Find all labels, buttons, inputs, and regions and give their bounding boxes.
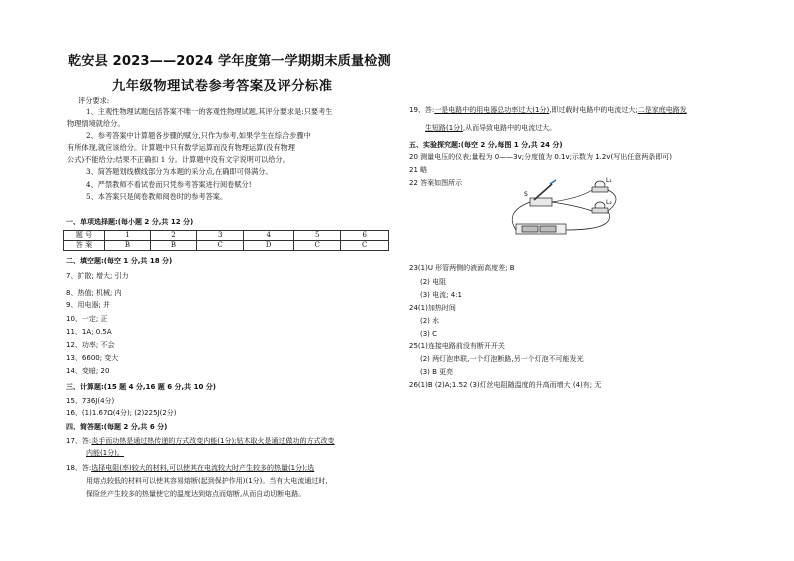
battery-cell — [540, 226, 556, 232]
table-cell: B — [150, 241, 196, 251]
answer-line: (3) B 更亮 — [420, 368, 454, 376]
answer-item: 15、736J(4分) — [66, 397, 115, 405]
answer-item: 26(1)B (2)A;1.52 (3)灯丝电阻随温度的升高而增大 (4)有; 无 — [409, 381, 602, 389]
answer-item: 21 略 — [409, 166, 428, 174]
lamp-l2-label: L₂ — [606, 199, 612, 206]
instruction-line: 2、参考答案中计算题各步骤的赋分,只作为参考,如果学生在综合步骤中 — [86, 131, 311, 140]
answer-item — [409, 106, 687, 115]
switch-base — [530, 198, 552, 206]
table-cell: B — [105, 241, 151, 251]
answer-item: 7、扩散; 增大; 引力 — [66, 272, 129, 280]
answer-line: (2) 水 — [420, 317, 440, 325]
lamp-l2-base — [592, 208, 608, 213]
section-heading: 五、实验探究题:(每空 2 分,每图 1 分,共 24 分) — [409, 141, 563, 149]
scoring-text: 二是家庭电路发 — [637, 106, 687, 114]
table-cell: D — [244, 241, 293, 251]
answer-item: 11、1A; 0.5A — [66, 328, 112, 336]
instruction-line: 4、严禁教师不看试卷而只凭参考答案进行阅卷赋分! — [86, 180, 252, 189]
question-number: 17、答: — [66, 437, 92, 445]
answer-item: 13、6600; 变大 — [66, 354, 119, 362]
instruction-line: 公式)不能给分;结果不正确扣 1 分。计算题中没有文字说明可以给分。 — [67, 155, 290, 164]
wire — [552, 190, 592, 202]
instruction-line: 3、简答题划线横线部分为本题的采分点,在确即可得满分。 — [86, 167, 273, 176]
section-heading: 一、单项选择题:(每小题 2 分,共 12 分) — [66, 218, 194, 226]
section-heading: 二、填空题:(每空 1 分,共 18 分) — [66, 257, 173, 265]
answer-line — [425, 124, 556, 133]
table-cell: C — [293, 241, 341, 251]
section-heading: 四、简答题:(每题 2 分,共 6 分) — [66, 423, 168, 431]
scoring-text: 生短路(1分) — [425, 124, 463, 132]
wire — [552, 202, 592, 211]
table-cell: 3 — [196, 231, 244, 241]
table-cell: 5 — [293, 231, 341, 241]
scoring-text: 选择电阻(率)较大的材料,可以使其在电流较大时产生较多的热量(1分);选 — [91, 464, 315, 472]
battery-cell — [522, 226, 538, 232]
answer-item: 9、用电器; 并 — [66, 301, 111, 309]
answer-line: 保险丝产生较多的热量使它的温度达到熔点而熔断,从而自动切断电路。 — [86, 490, 306, 498]
table-cell: 4 — [244, 231, 293, 241]
instruction-line: 1、主观性物理试题包括答案不唯一的客观性物理试题,其评分要求是:只要考生 — [86, 107, 333, 116]
lamp-l1-base — [592, 187, 608, 192]
answer-line: 用熔点较低的材料可以使其容易熔断(起到保护作用)(1分)。当有大电流通过时, — [86, 477, 328, 485]
document-subtitle: 九年级物理试卷参考答案及评分标准 — [112, 79, 333, 94]
answer-item: 24(1)加热时间 — [409, 304, 456, 312]
question-number: 19、答: — [409, 106, 435, 114]
table-cell: C — [196, 241, 244, 251]
answer-item: 12、功率; 不会 — [66, 341, 115, 349]
answer-line: (3) 电流; 4:1 — [420, 291, 462, 299]
scoring-text: 一是电路中的用电器总功率过大(1分) — [434, 106, 550, 114]
table-cell: 1 — [105, 231, 151, 241]
answer-item: 8、热值; 机械; 内 — [66, 289, 122, 297]
answer-table — [63, 230, 389, 251]
table-cell: C — [341, 241, 389, 251]
instruction-line: 有所体现,就应该给分。计算题中只有数学运算而没有物理运算(没有物理 — [67, 143, 295, 152]
scoring-text: 炎手而功热是通过热传递的方式改变内能(1分);钻木取火是通过做功的方式改变 — [91, 437, 335, 445]
switch-handle — [550, 180, 556, 184]
answer-text: ,即过载时电路中的电流过大; — [549, 106, 638, 114]
answer-item: 20 测量电压的仪表;量程为 0——3v;分度值为 0.1v;示数为 1.2v(写出任意两条即可) — [409, 153, 672, 161]
switch-lever — [534, 184, 552, 200]
instruction-line: 5、本答案只是阅卷教师阅卷时的参考答案。 — [86, 192, 228, 201]
lamp-l1-label: L₁ — [606, 177, 612, 184]
answer-item: 25(1)连接电路前没有断开开关 — [409, 342, 505, 350]
scoring-text: 内能(1分)。 — [86, 449, 124, 457]
table-row — [64, 231, 389, 241]
table-cell: 6 — [341, 231, 389, 241]
answer-item: 10、一定; 正 — [66, 315, 108, 323]
answer-item: 14、变暗; 20 — [66, 367, 110, 375]
circuit-diagram — [500, 172, 630, 244]
answer-item — [66, 464, 314, 473]
table-header-cell: 答 案 — [64, 241, 105, 251]
answer-item: 16、(1)1.67Ω(4分); (2)225J(2分) — [66, 409, 177, 417]
instructions-heading: 评分要求: — [78, 96, 110, 105]
question-number: 18、答: — [66, 464, 92, 472]
table-header-cell: 题 号 — [64, 231, 105, 241]
answer-item: 23(1)U 形管两侧的液面高度差; B — [409, 264, 515, 272]
document-title: 乾安县 2023——2024 学年度第一学期期末质量检测 — [68, 54, 391, 69]
answer-text: ,从而导致电路中的电流过大。 — [462, 124, 557, 132]
table-row — [64, 241, 389, 251]
switch-label: S — [524, 191, 528, 198]
section-heading: 三、计算题:(15 题 4 分,16 题 6 分,共 10 分) — [66, 383, 216, 391]
answer-item — [66, 437, 335, 446]
instruction-line: 物理情境就给分。 — [67, 119, 125, 128]
answer-line: (2) 电阻 — [420, 278, 447, 286]
answer-line: (2) 两灯泡串联,一个灯泡断路,另一个灯泡不可能发光 — [420, 355, 584, 363]
table-cell: 2 — [150, 231, 196, 241]
answer-item: 22 答案如图所示 — [409, 179, 463, 187]
wire — [566, 211, 610, 230]
answer-line: (3) C — [420, 330, 438, 338]
